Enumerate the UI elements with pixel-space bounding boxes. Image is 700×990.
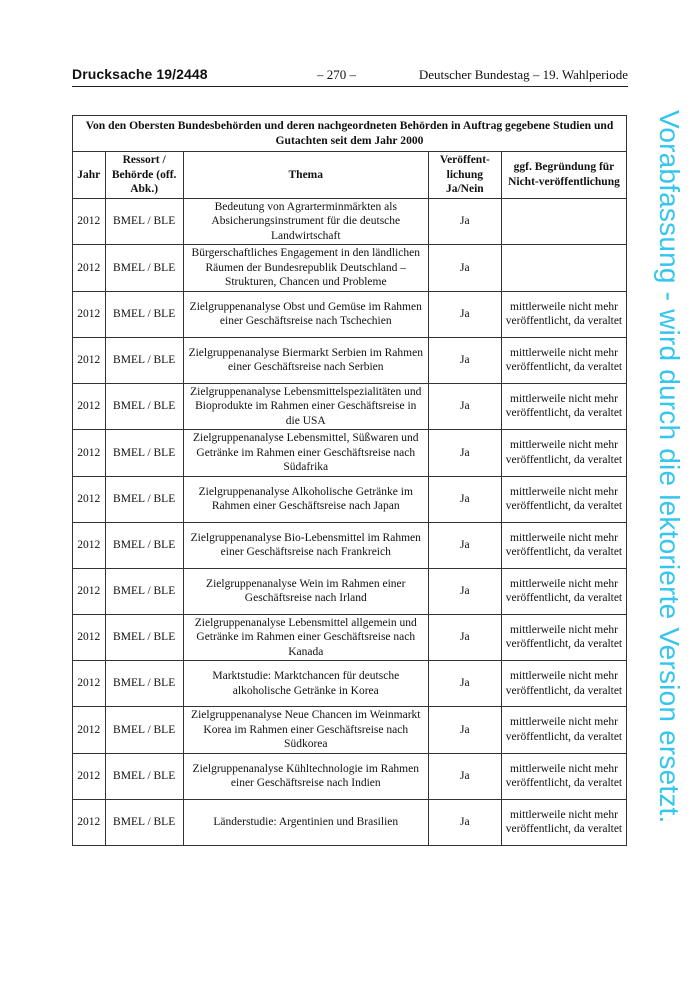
cell-publication: Ja xyxy=(428,383,501,430)
table-row xyxy=(73,799,627,845)
cell-year: 2012 xyxy=(73,522,106,568)
cell-publication: Ja xyxy=(428,568,501,614)
table-row xyxy=(73,430,627,477)
cell-reason: mittlerweile nicht mehr veröffentlicht, da veraltet xyxy=(501,337,626,383)
col-header-year: Jahr xyxy=(73,152,106,199)
cell-year: 2012 xyxy=(73,430,106,477)
cell-thema: Länderstudie: Argentinien und Brasilien xyxy=(183,799,428,845)
cell-reason: mittlerweile nicht mehr veröffentlicht, da veraltet xyxy=(501,568,626,614)
cell-ressort: BMEL / BLE xyxy=(105,476,183,522)
cell-ressort: BMEL / BLE xyxy=(105,430,183,477)
table-row xyxy=(73,383,627,430)
cell-thema: Zielgruppenanalyse Lebensmittel, Süßwaren und Getränke im Rahmen einer Geschäftsreise nach Südafrika xyxy=(183,430,428,477)
col-header-reason: ggf. Begründung für Nicht-veröffentlichung xyxy=(501,152,626,199)
cell-year: 2012 xyxy=(73,568,106,614)
cell-ressort: BMEL / BLE xyxy=(105,568,183,614)
cell-year: 2012 xyxy=(73,799,106,845)
cell-thema: Zielgruppenanalyse Lebensmittelspezialitäten und Bioprodukte im Rahmen einer Geschäftsreise in die USA xyxy=(183,383,428,430)
table-caption: Von den Obersten Bundesbehörden und deren nachgeordneten Behörden in Auftrag gegebene Studien und Gutachten seit dem Jahr 2000 xyxy=(73,116,627,152)
cell-thema: Zielgruppenanalyse Biermarkt Serbien im Rahmen einer Geschäftsreise nach Serbien xyxy=(183,337,428,383)
publisher-line: Deutscher Bundestag – 19. Wahlperiode xyxy=(418,67,628,82)
cell-reason xyxy=(501,198,626,245)
cell-year: 2012 xyxy=(73,245,106,292)
cell-publication: Ja xyxy=(428,430,501,477)
cell-year: 2012 xyxy=(73,476,106,522)
cell-year: 2012 xyxy=(73,383,106,430)
page-header xyxy=(72,66,628,87)
cell-publication: Ja xyxy=(428,799,501,845)
table-row xyxy=(73,522,627,568)
cell-reason: mittlerweile nicht mehr veröffentlicht, da veraltet xyxy=(501,383,626,430)
cell-publication: Ja xyxy=(428,661,501,707)
document-number xyxy=(72,66,208,82)
cell-year: 2012 xyxy=(73,753,106,799)
cell-thema: Zielgruppenanalyse Alkoholische Getränke im Rahmen einer Geschäftsreise nach Japan xyxy=(183,476,428,522)
page-number: – 270 – xyxy=(317,67,356,82)
cell-ressort: BMEL / BLE xyxy=(105,707,183,754)
table-row xyxy=(73,753,627,799)
col-header-thema: Thema xyxy=(183,152,428,199)
col-header-publication: Veröffent-lichung Ja/Nein xyxy=(428,152,501,199)
cell-thema: Bedeutung von Agrarterminmärkten als Absicherungsinstrument für die deutsche Landwirtschaft xyxy=(183,198,428,245)
table-row xyxy=(73,568,627,614)
cell-publication: Ja xyxy=(428,337,501,383)
table-row xyxy=(73,614,627,661)
cell-thema: Zielgruppenanalyse Neue Chancen im Weinmarkt Korea im Rahmen einer Geschäftsreise nach Südkorea xyxy=(183,707,428,754)
table-body xyxy=(73,198,627,845)
document-label: Drucksache xyxy=(72,66,153,82)
draft-watermark xyxy=(650,110,690,910)
cell-year: 2012 xyxy=(73,661,106,707)
table-row xyxy=(73,291,627,337)
cell-thema: Zielgruppenanalyse Bio-Lebensmittel im Rahmen einer Geschäftsreise nach Frankreich xyxy=(183,522,428,568)
cell-reason xyxy=(501,245,626,292)
cell-ressort: BMEL / BLE xyxy=(105,291,183,337)
cell-thema: Bürgerschaftliches Engagement in den ländlichen Räumen der Bundesrepublik Deutschland – Strukturen, Chancen und Probleme xyxy=(183,245,428,292)
cell-year: 2012 xyxy=(73,337,106,383)
cell-ressort: BMEL / BLE xyxy=(105,522,183,568)
cell-thema: Zielgruppenanalyse Wein im Rahmen einer Geschäftsreise nach Irland xyxy=(183,568,428,614)
table-row xyxy=(73,661,627,707)
table-row xyxy=(73,198,627,245)
table-row xyxy=(73,707,627,754)
cell-publication: Ja xyxy=(428,198,501,245)
studies-table xyxy=(72,115,627,846)
cell-thema: Marktstudie: Marktchancen für deutsche alkoholische Getränke in Korea xyxy=(183,661,428,707)
cell-ressort: BMEL / BLE xyxy=(105,614,183,661)
cell-year: 2012 xyxy=(73,614,106,661)
cell-reason: mittlerweile nicht mehr veröffentlicht, da veraltet xyxy=(501,753,626,799)
cell-year: 2012 xyxy=(73,291,106,337)
cell-thema: Zielgruppenanalyse Obst und Gemüse im Rahmen einer Geschäftsreise nach Tschechien xyxy=(183,291,428,337)
cell-publication: Ja xyxy=(428,291,501,337)
cell-reason: mittlerweile nicht mehr veröffentlicht, da veraltet xyxy=(501,799,626,845)
cell-reason: mittlerweile nicht mehr veröffentlicht, da veraltet xyxy=(501,707,626,754)
cell-publication: Ja xyxy=(428,476,501,522)
table-row xyxy=(73,245,627,292)
cell-publication: Ja xyxy=(428,753,501,799)
cell-ressort: BMEL / BLE xyxy=(105,753,183,799)
cell-reason: mittlerweile nicht mehr veröffentlicht, da veraltet xyxy=(501,661,626,707)
cell-publication: Ja xyxy=(428,522,501,568)
watermark-text: Vorabfassung - wird durch die lektorierte Version ersetzt. xyxy=(654,110,685,824)
document-id: 19/2448 xyxy=(156,66,208,82)
cell-year: 2012 xyxy=(73,198,106,245)
cell-year: 2012 xyxy=(73,707,106,754)
col-header-ressort: Ressort / Behörde (off. Abk.) xyxy=(105,152,183,199)
cell-reason: mittlerweile nicht mehr veröffentlicht, da veraltet xyxy=(501,522,626,568)
cell-publication: Ja xyxy=(428,707,501,754)
table-row xyxy=(73,337,627,383)
cell-thema: Zielgruppenanalyse Lebensmittel allgemein und Getränke im Rahmen einer Geschäftsreise nach Kanada xyxy=(183,614,428,661)
cell-thema: Zielgruppenanalyse Kühltechnologie im Rahmen einer Geschäftsreise nach Indien xyxy=(183,753,428,799)
cell-reason: mittlerweile nicht mehr veröffentlicht, da veraltet xyxy=(501,430,626,477)
cell-reason: mittlerweile nicht mehr veröffentlicht, da veraltet xyxy=(501,476,626,522)
cell-ressort: BMEL / BLE xyxy=(105,245,183,292)
cell-ressort: BMEL / BLE xyxy=(105,661,183,707)
cell-reason: mittlerweile nicht mehr veröffentlicht, da veraltet xyxy=(501,614,626,661)
cell-ressort: BMEL / BLE xyxy=(105,799,183,845)
cell-ressort: BMEL / BLE xyxy=(105,198,183,245)
table-row xyxy=(73,476,627,522)
cell-ressort: BMEL / BLE xyxy=(105,383,183,430)
cell-ressort: BMEL / BLE xyxy=(105,337,183,383)
cell-publication: Ja xyxy=(428,245,501,292)
cell-publication: Ja xyxy=(428,614,501,661)
cell-reason: mittlerweile nicht mehr veröffentlicht, da veraltet xyxy=(501,291,626,337)
